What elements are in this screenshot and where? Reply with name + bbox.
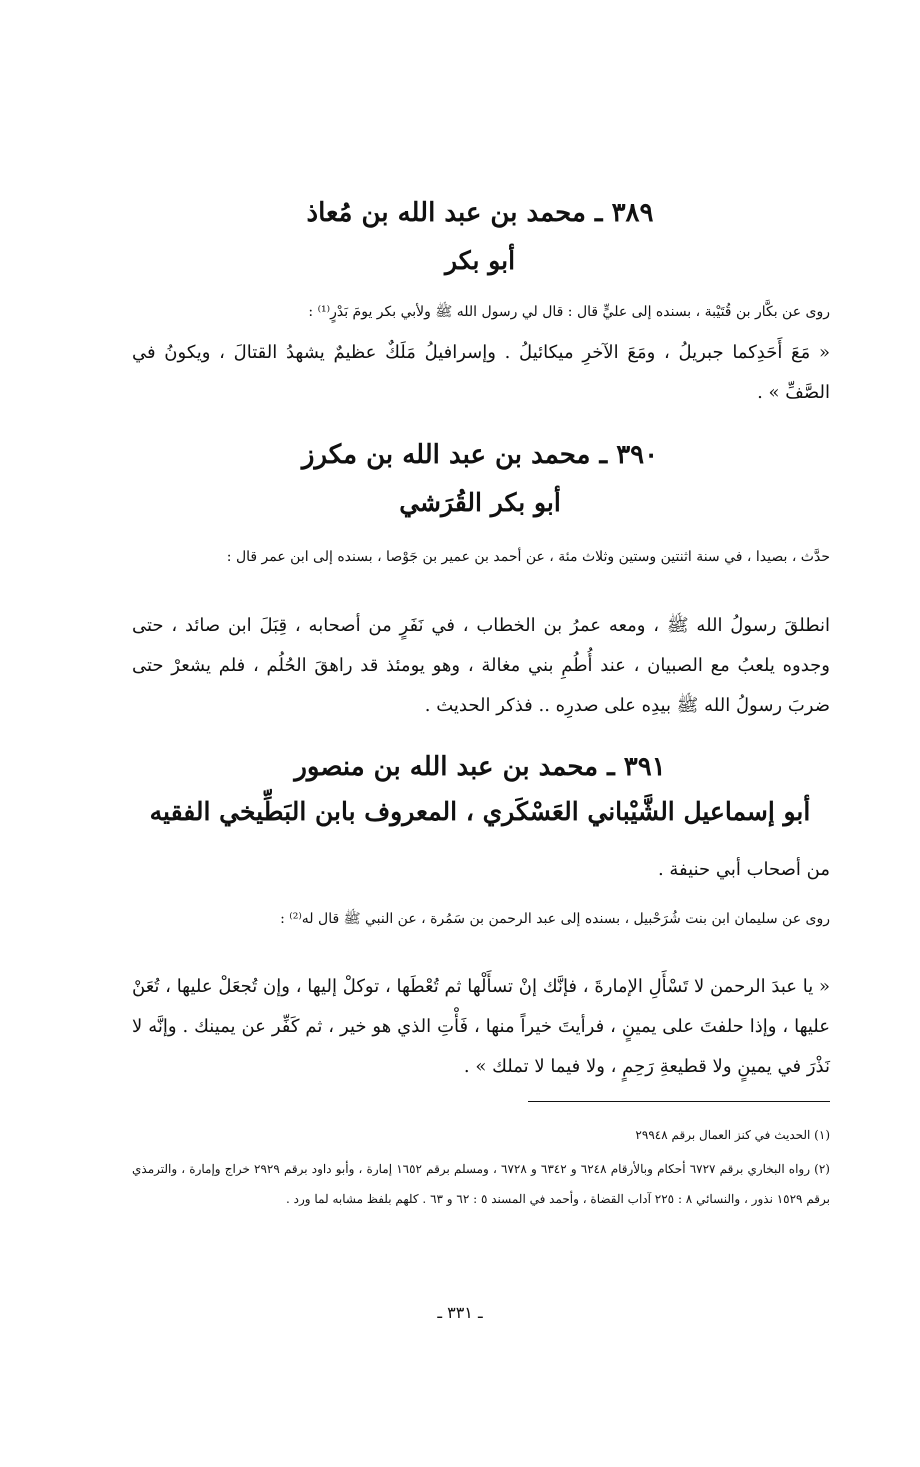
entry-title-390: ٣٩٠ ـ محمد بن عبد الله بن مكرز — [301, 440, 659, 470]
footnote-1: (١) الحديث في كنز العمال برقم ٢٩٩٤٨ — [635, 1128, 830, 1142]
entry-kunya-389: أبو بكر — [444, 246, 516, 275]
footnotes — [132, 1120, 830, 1218]
entry-text-389: « مَعَ أَحَدِكما جبريلُ ، ومَعَ الآخرِ ميكائيلُ . وإسرافيلُ مَلَكٌ عظيمٌ يشهدُ القتالَ ، ويكونُ في الصَّفِّ » . — [132, 342, 830, 403]
entry-title-389: ٣٨٩ ـ محمد بن عبد الله بن مُعاذ — [306, 198, 654, 228]
entry-title-391: ٣٩١ ـ محمد بن عبد الله بن منصور — [294, 752, 666, 782]
entry-note-391: من أصحاب أبي حنيفة . — [657, 859, 830, 880]
entry-isnad-390: حدَّث ، بصيدا ، في سنة اثنتين وستين وثلاث مئة ، عن أحمد بن عمير بن جَوْصا ، بسنده إلى ابن عمر قال : — [226, 549, 830, 565]
footnote-2: (٢) رواه البخاري برقم ٦٧٢٧ أحكام وبالأرقام ٦٢٤٨ و ٦٣٤٢ و ٦٧٢٨ ، ومسلم برقم ١٦٥٢ إمارة ، وأبو داود برقم ٢٩٢٩ خراج وإمارة ، والترمذي برقم ١٥٢٩ نذور ، والنسائي ٨ : ٢٢٥ آداب القضاة ، وأحمد في المسند ٥ : ٦٢ و ٦٣ . كلهم بلفظ مشابه لما ورد . — [132, 1162, 830, 1206]
entry-kunya-390: أبو بكر القُرَشي — [399, 488, 561, 517]
page-number: ـ ٣٣١ ـ — [437, 1303, 483, 1322]
entry-text-390: انطلقَ رسولُ الله ﷺ ، ومعه عمرُ بن الخطاب ، في نَفَرٍ من أصحابه ، قِبَلَ ابن صائد ، حتى وجدوه يلعبُ مع الصبيان ، عند أُطُمِ بني مغالة ، وهو يومئذ قد راهقَ الحُلُم ، فلم يشعرْ حتى ضربَ رسولُ الله ﷺ بيدِه على صدرِه .. فذكر الحديث . — [132, 615, 830, 716]
entry-text-391: « يا عبدَ الرحمن لا تَسْأَلِ الإمارةَ ، فإنَّك إنْ تسأَلْها ثم تُعْطَها ، توكلْ إليها ، وإن تُجعَلْ عليها ، تُعَنْ عليها ، وإذا حلفتَ على يمينٍ ، فرأيتَ خيراً منها ، فَأْتِ الذي هو خير ، ثم كَفِّر عن يمينك . وإنَّه لا نَذْرَ في يمينٍ ولا قطيعةِ رَحِمٍ ، ولا فيما لا تملك » . — [132, 976, 830, 1077]
footnote-divider — [528, 1101, 830, 1102]
entry-isnad-389: روى عن بكَّار بن قُتَيْبة ، بسنده إلى عليٍّ قال : قال لي رسول الله ﷺ ولأبي بكر يومَ بَدْرٍ⁽¹⁾ : — [308, 304, 830, 320]
entry-kunya-391: أبو إسماعيل الشَّيْباني العَسْكَري ، المعروف بابن البَطِّيخي الفقيه — [149, 797, 811, 826]
entry-isnad-391: روى عن سليمان ابن بنت شُرَحْبيل ، بسنده إلى عبد الرحمن بن سَمُرة ، عن النبي ﷺ قال له⁽²⁾ : — [280, 911, 830, 927]
